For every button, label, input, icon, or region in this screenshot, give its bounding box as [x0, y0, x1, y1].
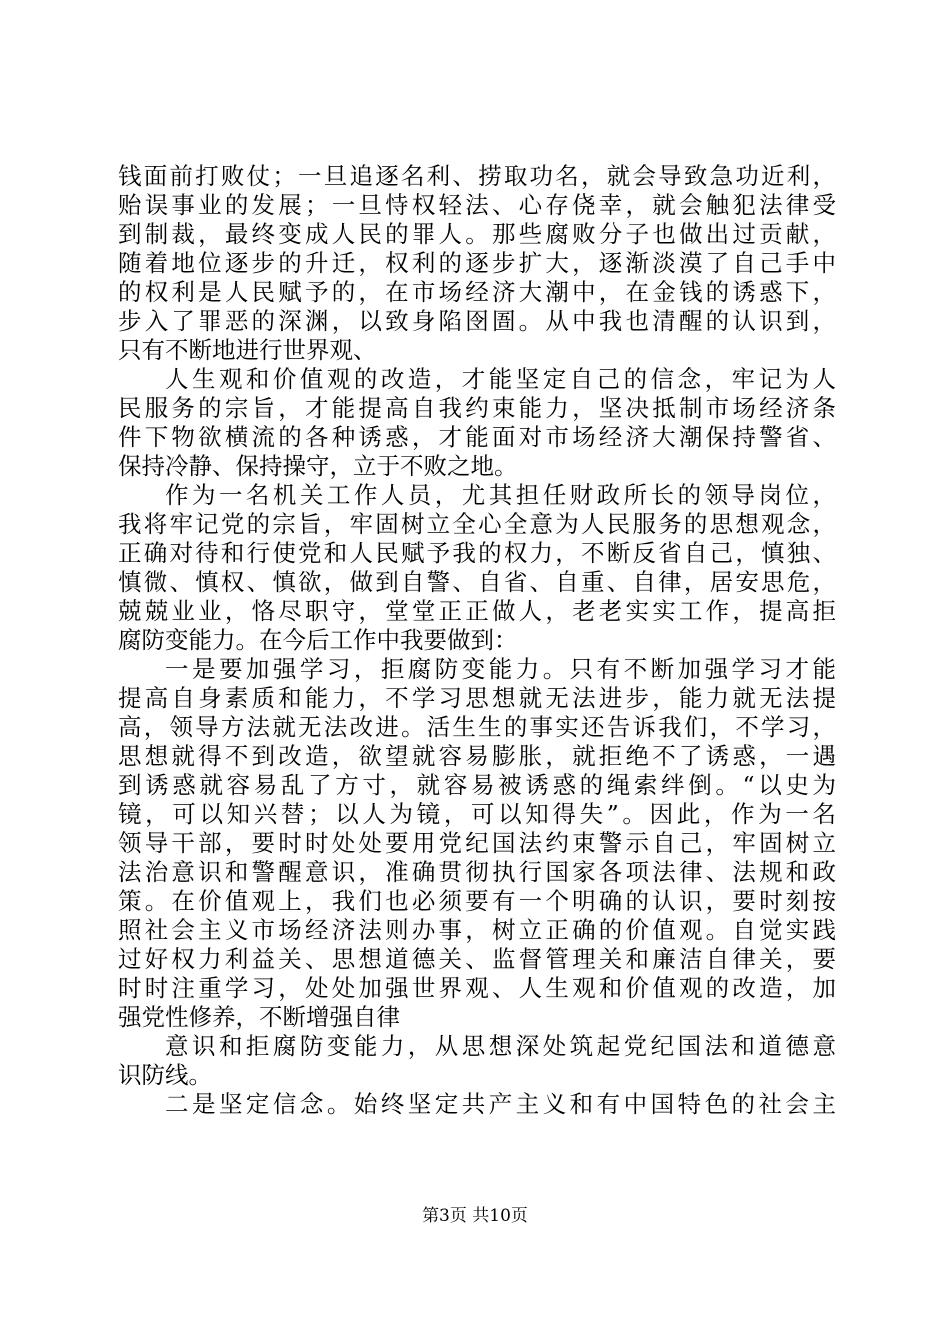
text-line: 只有不断地进行世界观、 [118, 336, 377, 364]
text-line: 过好权力利益关、思想道德关、监督管理关和廉洁自律关，要 [118, 945, 836, 973]
text-line: 作为一名机关工作人员，尤其担任财政所长的领导岗位， [165, 481, 836, 509]
text-line: 钱面前打败仗；一旦追逐名利、捞取功名，就会导致急功近利， [118, 162, 836, 190]
text-line: 照社会主义市场经济法则办事，树立正确的价值观。自觉实践 [118, 916, 836, 944]
text-line: 步入了罪恶的深渊，以致身陷囹圄。从中我也清醒的认识到， [118, 307, 836, 335]
text-line: 的权利是人民赋予的，在市场经济大潮中，在金钱的诱惑下， [118, 278, 836, 306]
text-line: 识防线。 [118, 1061, 212, 1089]
text-line: 慎微、慎权、慎欲，做到自警、自省、自重、自律，居安思危， [118, 568, 836, 596]
text-line: 到诱惑就容易乱了方寸，就容易被诱惑的绳索绊倒。“以史为 [118, 771, 836, 799]
page-number-footer: 第3页 共10页 [422, 1206, 528, 1226]
text-line: 人生观和价值观的改造，才能坚定自己的信念，牢记为人 [165, 365, 836, 393]
text-line: 保持冷静、保持操守，立于不败之地。 [118, 452, 518, 480]
text-line: 件下物欲横流的各种诱惑，才能面对市场经济大潮保持警省、 [118, 423, 836, 451]
text-line: 腐防变能力。在今后工作中我要做到： [118, 626, 518, 654]
text-line: 民服务的宗旨，才能提高自我约束能力，坚决抵制市场经济条 [118, 394, 836, 422]
text-line: 我将牢记党的宗旨，牢固树立全心全意为人民服务的思想观念， [118, 510, 836, 538]
text-line: 随着地位逐步的升迁，权利的逐步扩大，逐渐淡漠了自己手中 [118, 249, 836, 277]
text-line: 法治意识和警醒意识，准确贯彻执行国家各项法律、法规和政 [118, 858, 836, 886]
text-line: 二是坚定信念。始终坚定共产主义和有中国特色的社会主 [165, 1090, 836, 1118]
text-line: 贻误事业的发展；一旦恃权轻法、心存侥幸，就会触犯法律受 [118, 191, 836, 219]
text-line: 正确对待和行使党和人民赋予我的权力，不断反省自己，慎独、 [118, 539, 836, 567]
body-text [118, 162, 836, 1119]
text-line: 镜，可以知兴替；以人为镜，可以知得失”。因此，作为一名 [118, 800, 836, 828]
text-line: 领导干部，要时时处处要用党纪国法约束警示自己，牢固树立 [118, 829, 836, 857]
text-line: 一是要加强学习，拒腐防变能力。只有不断加强学习才能 [165, 655, 836, 683]
text-line: 意识和拒腐防变能力，从思想深处筑起党纪国法和道德意 [165, 1032, 836, 1060]
text-line: 强党性修养，不断增强自律 [118, 1003, 400, 1031]
text-line: 时时注重学习，处处加强世界观、人生观和价值观的改造，加 [118, 974, 836, 1002]
text-line: 高，领导方法就无法改进。活生生的事实还告诉我们，不学习， [118, 713, 836, 741]
text-line: 兢兢业业，恪尽职守，堂堂正正做人，老老实实工作，提高拒 [118, 597, 836, 625]
text-line: 思想就得不到改造，欲望就容易膨胀，就拒绝不了诱惑，一遇 [118, 742, 836, 770]
text-line: 到制裁，最终变成人民的罪人。那些腐败分子也做出过贡献， [118, 220, 836, 248]
text-line: 策。在价值观上，我们也必须要有一个明确的认识，要时刻按 [118, 887, 836, 915]
text-line: 提高自身素质和能力，不学习思想就无法进步，能力就无法提 [118, 684, 836, 712]
